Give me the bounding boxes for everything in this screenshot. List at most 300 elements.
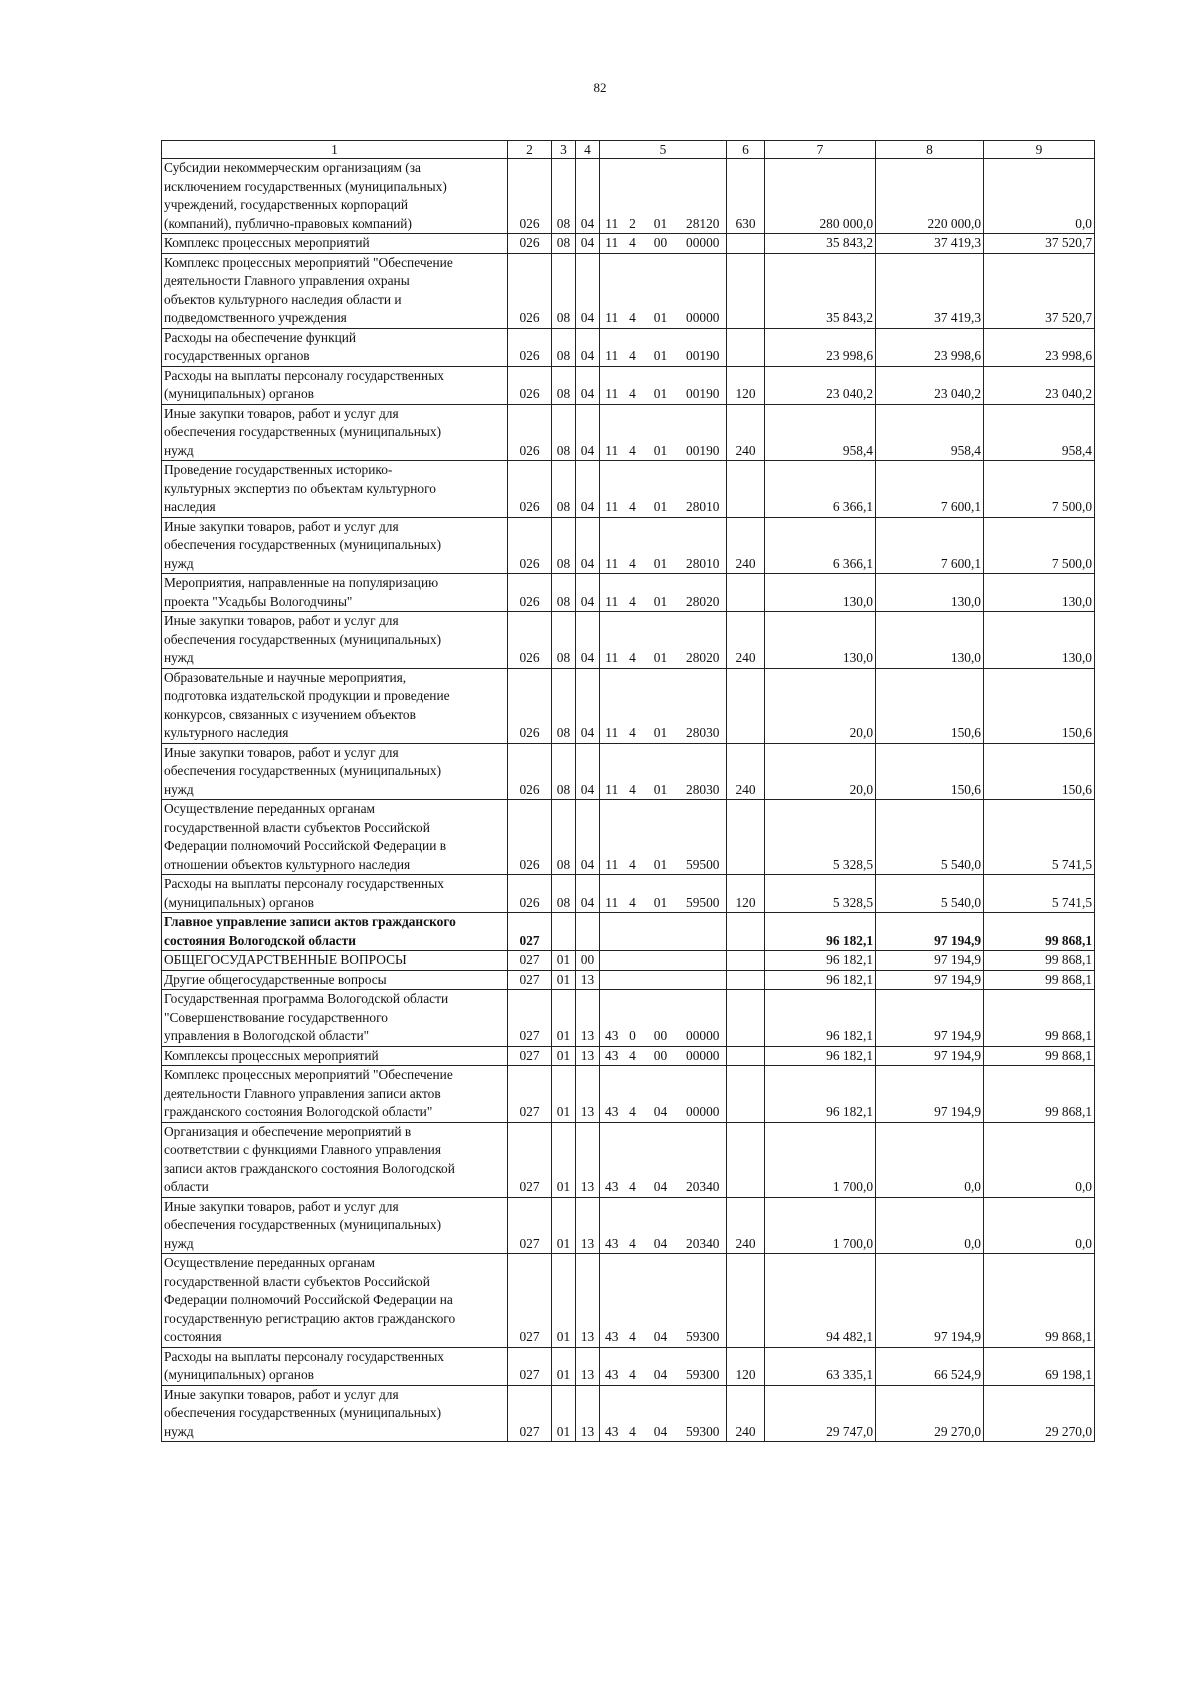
row-complex-code	[642, 913, 680, 951]
row-ministry-code: 026	[508, 404, 552, 461]
row-amount-year3: 0,0	[984, 1197, 1095, 1254]
row-amount-year1: 958,4	[765, 404, 876, 461]
row-subsection-code: 04	[576, 234, 600, 254]
row-complex-code: 01	[642, 461, 680, 518]
row-amount-year2: 150,6	[876, 743, 984, 800]
row-expense-type: 240	[727, 517, 765, 574]
row-name: Организация и обеспечение мероприятий в соответствии с функциями Главного управления записи актов гражданского состояния Вологодской области	[162, 1122, 508, 1197]
row-section-code: 08	[552, 253, 576, 328]
row-section-code: 01	[552, 1197, 576, 1254]
row-ministry-code: 026	[508, 159, 552, 234]
table-row	[162, 1254, 1095, 1348]
row-ministry-code: 027	[508, 1046, 552, 1066]
row-name: Государственная программа Вологодской области "Совершенствование государственного управления в Вологодской области"	[162, 990, 508, 1047]
row-direction-code: 00190	[680, 328, 727, 366]
row-subsection-code: 04	[576, 517, 600, 574]
page-number: 82	[593, 80, 607, 95]
row-amount-year1: 96 182,1	[765, 913, 876, 951]
row-expense-type	[727, 461, 765, 518]
row-amount-year3: 7 500,0	[984, 517, 1095, 574]
row-complex-code: 01	[642, 800, 680, 875]
row-section-code: 01	[552, 1347, 576, 1385]
row-subsection-code: 13	[576, 1122, 600, 1197]
row-complex-code	[642, 951, 680, 971]
row-amount-year3: 99 868,1	[984, 951, 1095, 971]
row-ministry-code: 026	[508, 366, 552, 404]
row-complex-code: 01	[642, 875, 680, 913]
row-amount-year1: 96 182,1	[765, 1046, 876, 1066]
row-amount-year1: 63 335,1	[765, 1347, 876, 1385]
row-subsection-code: 04	[576, 800, 600, 875]
row-amount-year3: 29 270,0	[984, 1385, 1095, 1442]
row-expense-type: 240	[727, 1197, 765, 1254]
row-expense-type	[727, 1122, 765, 1197]
row-amount-year3: 5 741,5	[984, 875, 1095, 913]
row-ministry-code: 026	[508, 574, 552, 612]
row-expense-type	[727, 913, 765, 951]
row-subsection-code: 04	[576, 159, 600, 234]
row-amount-year1: 96 182,1	[765, 1066, 876, 1123]
row-subsection-code: 04	[576, 574, 600, 612]
row-program-code: 11	[600, 668, 624, 743]
row-amount-year2: 97 194,9	[876, 1066, 984, 1123]
row-amount-year1: 280 000,0	[765, 159, 876, 234]
row-ministry-code: 026	[508, 612, 552, 669]
row-complex-code: 01	[642, 743, 680, 800]
row-name: Главное управление записи актов гражданского состояния Вологодской области	[162, 913, 508, 951]
row-amount-year1: 23 998,6	[765, 328, 876, 366]
row-amount-year3: 99 868,1	[984, 990, 1095, 1047]
row-ministry-code: 027	[508, 1066, 552, 1123]
row-section-code: 01	[552, 951, 576, 971]
column-header: 7	[765, 141, 876, 159]
row-amount-year2: 97 194,9	[876, 970, 984, 990]
row-amount-year3: 150,6	[984, 743, 1095, 800]
row-section-code: 01	[552, 990, 576, 1047]
row-ministry-code: 027	[508, 970, 552, 990]
row-ministry-code: 026	[508, 668, 552, 743]
table-row	[162, 404, 1095, 461]
row-direction-code: 20340	[680, 1122, 727, 1197]
row-complex-code: 04	[642, 1385, 680, 1442]
row-name: Комплекс процессных мероприятий "Обеспечение деятельности Главного управления записи актов гражданского состояния Вологодской области"	[162, 1066, 508, 1123]
row-subsection-code: 00	[576, 951, 600, 971]
column-header: 4	[576, 141, 600, 159]
row-direction-code: 59300	[680, 1385, 727, 1442]
row-ministry-code: 027	[508, 1385, 552, 1442]
column-header: 1	[162, 141, 508, 159]
row-program-code	[600, 951, 624, 971]
row-section-code	[552, 913, 576, 951]
row-amount-year2: 7 600,1	[876, 517, 984, 574]
row-subsection-code: 04	[576, 612, 600, 669]
row-subsection-code: 04	[576, 461, 600, 518]
row-amount-year1: 6 366,1	[765, 461, 876, 518]
row-amount-year3: 0,0	[984, 1122, 1095, 1197]
row-name: Иные закупки товаров, работ и услуг для обеспечения государственных (муниципальных) нужд	[162, 1385, 508, 1442]
row-subprogram-code: 4	[624, 404, 642, 461]
row-subprogram-code: 4	[624, 1122, 642, 1197]
row-program-code: 11	[600, 517, 624, 574]
row-ministry-code: 026	[508, 234, 552, 254]
row-program-code: 43	[600, 1046, 624, 1066]
row-subprogram-code: 4	[624, 574, 642, 612]
row-subprogram-code: 4	[624, 668, 642, 743]
row-ministry-code: 026	[508, 253, 552, 328]
row-amount-year2: 23 998,6	[876, 328, 984, 366]
row-amount-year3: 150,6	[984, 668, 1095, 743]
row-subprogram-code: 4	[624, 517, 642, 574]
row-subsection-code: 04	[576, 743, 600, 800]
row-ministry-code: 026	[508, 517, 552, 574]
row-expense-type	[727, 234, 765, 254]
header-row	[162, 141, 1095, 159]
row-amount-year2: 130,0	[876, 574, 984, 612]
row-name: Осуществление переданных органам государственной власти субъектов Российской Федерации полномочий Российской Федерации в отношении объектов культурного наследия	[162, 800, 508, 875]
row-section-code: 01	[552, 1254, 576, 1348]
row-direction-code: 59500	[680, 800, 727, 875]
table-row	[162, 461, 1095, 518]
row-complex-code: 04	[642, 1066, 680, 1123]
row-expense-type: 120	[727, 366, 765, 404]
row-direction-code: 00190	[680, 404, 727, 461]
row-program-code: 43	[600, 1254, 624, 1348]
row-amount-year2: 23 040,2	[876, 366, 984, 404]
row-amount-year1: 1 700,0	[765, 1122, 876, 1197]
table-row	[162, 800, 1095, 875]
row-amount-year2: 5 540,0	[876, 875, 984, 913]
table-row	[162, 970, 1095, 990]
row-direction-code: 00190	[680, 366, 727, 404]
row-complex-code: 01	[642, 404, 680, 461]
row-amount-year2: 958,4	[876, 404, 984, 461]
row-program-code: 11	[600, 743, 624, 800]
row-program-code: 11	[600, 366, 624, 404]
row-expense-type: 240	[727, 743, 765, 800]
row-section-code: 08	[552, 574, 576, 612]
row-name: Иные закупки товаров, работ и услуг для обеспечения государственных (муниципальных) нужд	[162, 743, 508, 800]
row-name: Комплекс процессных мероприятий "Обеспечение деятельности Главного управления охраны объектов культурного наследия области и подведомственного учреждения	[162, 253, 508, 328]
row-subprogram-code: 4	[624, 800, 642, 875]
row-subprogram-code: 2	[624, 159, 642, 234]
row-ministry-code: 026	[508, 743, 552, 800]
row-amount-year2: 7 600,1	[876, 461, 984, 518]
row-section-code: 08	[552, 743, 576, 800]
row-complex-code: 00	[642, 990, 680, 1047]
row-subprogram-code	[624, 970, 642, 990]
table-row	[162, 668, 1095, 743]
row-expense-type: 240	[727, 612, 765, 669]
row-amount-year1: 130,0	[765, 574, 876, 612]
row-program-code: 11	[600, 404, 624, 461]
row-expense-type	[727, 1066, 765, 1123]
row-subprogram-code: 4	[624, 743, 642, 800]
row-name: Комплексы процессных мероприятий	[162, 1046, 508, 1066]
row-subprogram-code: 4	[624, 234, 642, 254]
row-amount-year2: 29 270,0	[876, 1385, 984, 1442]
table-row	[162, 875, 1095, 913]
row-direction-code: 59300	[680, 1254, 727, 1348]
table-row	[162, 743, 1095, 800]
row-amount-year3: 130,0	[984, 612, 1095, 669]
row-complex-code: 01	[642, 517, 680, 574]
row-section-code: 08	[552, 234, 576, 254]
table-row	[162, 1122, 1095, 1197]
row-section-code: 01	[552, 970, 576, 990]
row-name: Осуществление переданных органам государственной власти субъектов Российской Федерации полномочий Российской Федерации на государственную регистрацию актов гражданского состояния	[162, 1254, 508, 1348]
row-amount-year3: 99 868,1	[984, 970, 1095, 990]
row-subprogram-code: 4	[624, 328, 642, 366]
row-amount-year1: 5 328,5	[765, 800, 876, 875]
row-program-code: 11	[600, 234, 624, 254]
row-complex-code: 01	[642, 612, 680, 669]
row-expense-type: 630	[727, 159, 765, 234]
row-name: Образовательные и научные мероприятия, подготовка издательской продукции и проведение конкурсов, связанных с изучением объектов культурного наследия	[162, 668, 508, 743]
column-header: 9	[984, 141, 1095, 159]
row-amount-year2: 150,6	[876, 668, 984, 743]
row-amount-year1: 130,0	[765, 612, 876, 669]
row-name: Расходы на выплаты персоналу государственных (муниципальных) органов	[162, 1347, 508, 1385]
row-complex-code: 01	[642, 159, 680, 234]
row-amount-year1: 20,0	[765, 743, 876, 800]
row-amount-year3: 7 500,0	[984, 461, 1095, 518]
row-name: Иные закупки товаров, работ и услуг для обеспечения государственных (муниципальных) нужд	[162, 612, 508, 669]
row-amount-year3: 99 868,1	[984, 1046, 1095, 1066]
row-amount-year3: 0,0	[984, 159, 1095, 234]
row-direction-code: 00000	[680, 234, 727, 254]
row-subprogram-code: 4	[624, 1197, 642, 1254]
row-amount-year1: 96 182,1	[765, 990, 876, 1047]
row-expense-type	[727, 970, 765, 990]
row-amount-year3: 99 868,1	[984, 1254, 1095, 1348]
row-complex-code: 01	[642, 328, 680, 366]
row-name: Другие общегосударственные вопросы	[162, 970, 508, 990]
row-amount-year2: 66 524,9	[876, 1347, 984, 1385]
row-name: Комплекс процессных мероприятий	[162, 234, 508, 254]
row-complex-code: 04	[642, 1122, 680, 1197]
table-row	[162, 1197, 1095, 1254]
row-subsection-code: 04	[576, 253, 600, 328]
row-section-code: 01	[552, 1066, 576, 1123]
row-expense-type	[727, 668, 765, 743]
row-section-code: 08	[552, 517, 576, 574]
row-ministry-code: 027	[508, 951, 552, 971]
row-complex-code: 01	[642, 574, 680, 612]
row-name: Расходы на выплаты персоналу государственных (муниципальных) органов	[162, 366, 508, 404]
row-amount-year2: 220 000,0	[876, 159, 984, 234]
table-row	[162, 234, 1095, 254]
row-amount-year2: 97 194,9	[876, 951, 984, 971]
row-expense-type	[727, 1046, 765, 1066]
row-amount-year3: 5 741,5	[984, 800, 1095, 875]
row-name: Иные закупки товаров, работ и услуг для обеспечения государственных (муниципальных) нужд	[162, 517, 508, 574]
row-section-code: 08	[552, 366, 576, 404]
row-section-code: 08	[552, 404, 576, 461]
row-program-code: 11	[600, 574, 624, 612]
row-direction-code: 00000	[680, 253, 727, 328]
table-row	[162, 159, 1095, 234]
row-program-code: 11	[600, 875, 624, 913]
row-amount-year2: 0,0	[876, 1197, 984, 1254]
table-body	[162, 159, 1095, 1442]
row-expense-type: 120	[727, 1347, 765, 1385]
row-program-code	[600, 913, 624, 951]
table-row	[162, 574, 1095, 612]
row-amount-year3: 130,0	[984, 574, 1095, 612]
row-complex-code: 00	[642, 234, 680, 254]
row-subsection-code: 04	[576, 404, 600, 461]
row-section-code: 08	[552, 875, 576, 913]
row-program-code: 11	[600, 328, 624, 366]
row-ministry-code: 026	[508, 461, 552, 518]
row-direction-code: 00000	[680, 1066, 727, 1123]
table-row	[162, 913, 1095, 951]
row-direction-code	[680, 913, 727, 951]
row-subsection-code: 04	[576, 875, 600, 913]
row-expense-type	[727, 328, 765, 366]
row-complex-code: 01	[642, 366, 680, 404]
row-program-code	[600, 970, 624, 990]
row-subprogram-code: 4	[624, 461, 642, 518]
row-amount-year1: 96 182,1	[765, 951, 876, 971]
table-row	[162, 366, 1095, 404]
table-row	[162, 517, 1095, 574]
row-expense-type: 120	[727, 875, 765, 913]
row-subsection-code: 13	[576, 990, 600, 1047]
row-amount-year1: 96 182,1	[765, 970, 876, 990]
row-expense-type	[727, 990, 765, 1047]
row-amount-year3: 99 868,1	[984, 1066, 1095, 1123]
row-ministry-code: 026	[508, 875, 552, 913]
row-program-code: 11	[600, 461, 624, 518]
row-direction-code: 28030	[680, 668, 727, 743]
row-subprogram-code: 4	[624, 366, 642, 404]
row-subsection-code: 13	[576, 1385, 600, 1442]
row-name: Мероприятия, направленные на популяризацию проекта "Усадьбы Вологодчины"	[162, 574, 508, 612]
row-amount-year3: 37 520,7	[984, 253, 1095, 328]
row-amount-year3: 99 868,1	[984, 913, 1095, 951]
table-row	[162, 1385, 1095, 1442]
row-name: Расходы на выплаты персоналу государственных (муниципальных) органов	[162, 875, 508, 913]
row-program-code: 43	[600, 990, 624, 1047]
row-program-code: 43	[600, 1197, 624, 1254]
row-direction-code	[680, 951, 727, 971]
row-section-code: 01	[552, 1046, 576, 1066]
row-amount-year2: 97 194,9	[876, 990, 984, 1047]
row-direction-code: 00000	[680, 1046, 727, 1066]
row-amount-year2: 0,0	[876, 1122, 984, 1197]
column-header: 6	[727, 141, 765, 159]
column-header: 8	[876, 141, 984, 159]
row-subprogram-code: 4	[624, 875, 642, 913]
row-direction-code: 28020	[680, 612, 727, 669]
row-direction-code: 28010	[680, 517, 727, 574]
row-amount-year3: 958,4	[984, 404, 1095, 461]
table-row	[162, 328, 1095, 366]
row-program-code: 11	[600, 612, 624, 669]
row-section-code: 01	[552, 1385, 576, 1442]
row-complex-code: 04	[642, 1197, 680, 1254]
row-section-code: 08	[552, 461, 576, 518]
row-program-code: 43	[600, 1066, 624, 1123]
row-expense-type	[727, 800, 765, 875]
row-subsection-code: 13	[576, 1046, 600, 1066]
row-amount-year3: 23 040,2	[984, 366, 1095, 404]
row-direction-code: 28020	[680, 574, 727, 612]
row-ministry-code: 027	[508, 913, 552, 951]
row-amount-year2: 97 194,9	[876, 1254, 984, 1348]
table-row	[162, 1066, 1095, 1123]
row-amount-year3: 23 998,6	[984, 328, 1095, 366]
row-program-code: 43	[600, 1385, 624, 1442]
row-expense-type	[727, 1254, 765, 1348]
row-amount-year1: 29 747,0	[765, 1385, 876, 1442]
row-subprogram-code: 4	[624, 253, 642, 328]
row-complex-code: 01	[642, 253, 680, 328]
row-subsection-code	[576, 913, 600, 951]
row-amount-year2: 97 194,9	[876, 913, 984, 951]
row-complex-code: 04	[642, 1347, 680, 1385]
row-amount-year1: 94 482,1	[765, 1254, 876, 1348]
row-subprogram-code: 4	[624, 1254, 642, 1348]
row-amount-year1: 6 366,1	[765, 517, 876, 574]
row-direction-code: 20340	[680, 1197, 727, 1254]
row-amount-year2: 37 419,3	[876, 253, 984, 328]
row-name: Иные закупки товаров, работ и услуг для обеспечения государственных (муниципальных) нужд	[162, 404, 508, 461]
table-row	[162, 1046, 1095, 1066]
row-ministry-code: 027	[508, 1347, 552, 1385]
row-subprogram-code	[624, 913, 642, 951]
row-subsection-code: 13	[576, 1066, 600, 1123]
row-subprogram-code	[624, 951, 642, 971]
row-program-code: 11	[600, 253, 624, 328]
row-subsection-code: 13	[576, 1254, 600, 1348]
row-name: Проведение государственных историко- культурных экспертиз по объектам культурного наследия	[162, 461, 508, 518]
row-section-code: 08	[552, 612, 576, 669]
row-complex-code	[642, 970, 680, 990]
row-direction-code: 28010	[680, 461, 727, 518]
row-direction-code: 28120	[680, 159, 727, 234]
row-section-code: 08	[552, 328, 576, 366]
row-program-code: 43	[600, 1347, 624, 1385]
row-program-code: 43	[600, 1122, 624, 1197]
row-subprogram-code: 4	[624, 1046, 642, 1066]
row-amount-year1: 5 328,5	[765, 875, 876, 913]
column-header: 3	[552, 141, 576, 159]
row-section-code: 08	[552, 668, 576, 743]
row-expense-type: 240	[727, 1385, 765, 1442]
row-ministry-code: 027	[508, 1254, 552, 1348]
row-amount-year1: 35 843,2	[765, 234, 876, 254]
row-ministry-code: 027	[508, 990, 552, 1047]
row-program-code: 11	[600, 800, 624, 875]
row-subsection-code: 04	[576, 668, 600, 743]
row-subsection-code: 04	[576, 366, 600, 404]
row-direction-code: 59300	[680, 1347, 727, 1385]
row-subsection-code: 04	[576, 328, 600, 366]
row-section-code: 01	[552, 1122, 576, 1197]
row-complex-code: 01	[642, 668, 680, 743]
row-section-code: 08	[552, 800, 576, 875]
row-amount-year3: 69 198,1	[984, 1347, 1095, 1385]
row-ministry-code: 026	[508, 328, 552, 366]
row-direction-code: 00000	[680, 990, 727, 1047]
row-complex-code: 00	[642, 1046, 680, 1066]
table-row	[162, 951, 1095, 971]
row-ministry-code: 027	[508, 1122, 552, 1197]
row-direction-code: 28030	[680, 743, 727, 800]
row-program-code: 11	[600, 159, 624, 234]
